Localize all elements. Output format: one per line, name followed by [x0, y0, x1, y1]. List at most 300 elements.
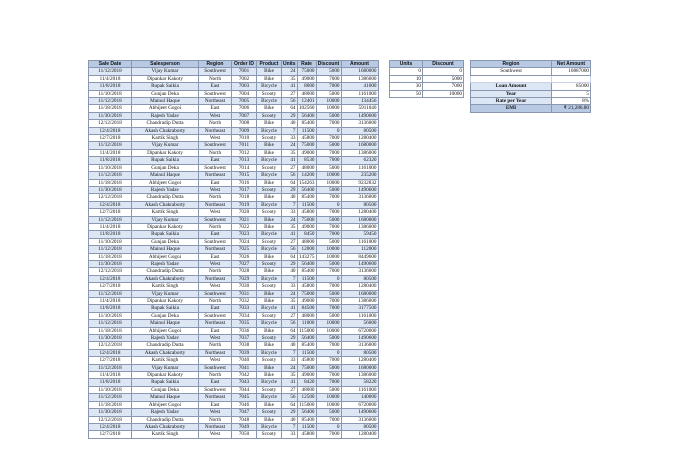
header-region-lookup[interactable]: Region: [471, 61, 552, 68]
salesperson-cell[interactable]: Gunjan Deka: [132, 90, 199, 97]
amount-cell[interactable]: 1680000: [341, 290, 378, 297]
header-sale-date[interactable]: Sale Date: [89, 61, 132, 68]
order-id-cell[interactable]: 7026: [232, 253, 257, 260]
sale-date-cell[interactable]: 11/18/2018: [89, 253, 132, 260]
header-units-lookup[interactable]: Units: [390, 61, 423, 68]
salesperson-cell[interactable]: Dipankar Kakoty: [132, 298, 199, 305]
order-id-cell[interactable]: 7019: [232, 201, 257, 208]
amount-cell[interactable]: 1280400: [341, 431, 378, 438]
salesperson-cell[interactable]: Dipankar Kakoty: [132, 149, 199, 156]
salesperson-cell[interactable]: Abhijeet Gogoi: [132, 401, 199, 408]
product-cell[interactable]: Scooty: [257, 164, 282, 171]
sale-date-cell[interactable]: 11/12/2018: [89, 394, 132, 401]
region-cell[interactable]: North: [199, 223, 232, 230]
region-cell[interactable]: West: [199, 335, 232, 342]
order-id-cell[interactable]: 7024: [232, 238, 257, 245]
order-id-cell[interactable]: 7027: [232, 260, 257, 267]
discount-cell[interactable]: 7000: [316, 83, 341, 90]
discount-cell[interactable]: 5000: [316, 364, 341, 371]
salesperson-cell[interactable]: Rajesh Yadav: [132, 335, 199, 342]
sale-date-cell[interactable]: 12/12/2018: [89, 194, 132, 201]
amount-cell[interactable]: 3136000: [341, 194, 378, 201]
units-cell[interactable]: 29: [282, 409, 298, 416]
order-id-cell[interactable]: 7006: [232, 105, 257, 112]
rate-cell[interactable]: 49000: [297, 75, 316, 82]
sale-date-cell[interactable]: 11/8/2018: [89, 83, 132, 90]
amount-cell[interactable]: 6720000: [341, 327, 378, 334]
units-cell[interactable]: 24: [282, 364, 298, 371]
rate-cell[interactable]: 75000: [297, 364, 316, 371]
units-cell[interactable]: 56: [282, 246, 298, 253]
order-id-cell[interactable]: 7013: [232, 157, 257, 164]
sale-date-cell[interactable]: 11/18/2018: [89, 327, 132, 334]
product-cell[interactable]: Scooty: [257, 90, 282, 97]
discount-cell[interactable]: 5000: [316, 216, 341, 223]
salesperson-cell[interactable]: Rupak Saikia: [132, 83, 199, 90]
amount-cell[interactable]: 1280400: [341, 209, 378, 216]
units-value-cell[interactable]: 10: [390, 75, 423, 82]
region-cell[interactable]: West: [199, 431, 232, 438]
rate-cell[interactable]: 85400: [297, 268, 316, 275]
order-id-cell[interactable]: 7008: [232, 120, 257, 127]
salesperson-cell[interactable]: Dipankar Kakoty: [132, 75, 199, 82]
units-cell[interactable]: 7: [282, 127, 298, 134]
product-cell[interactable]: Scooty: [257, 112, 282, 119]
amount-cell[interactable]: 1280400: [341, 135, 378, 142]
units-cell[interactable]: 56: [282, 320, 298, 327]
product-cell[interactable]: Scooty: [257, 238, 282, 245]
region-cell[interactable]: North: [199, 268, 232, 275]
sale-date-cell[interactable]: 11/12/2018: [89, 98, 132, 105]
amount-cell[interactable]: 1680000: [341, 68, 378, 75]
rate-cell[interactable]: 85400: [297, 342, 316, 349]
sale-date-cell[interactable]: 12/7/2018: [89, 209, 132, 216]
units-cell[interactable]: 64: [282, 253, 298, 260]
order-id-cell[interactable]: 7050: [232, 431, 257, 438]
discount-value-cell[interactable]: 7000: [423, 83, 464, 90]
region-cell[interactable]: North: [199, 194, 232, 201]
units-cell[interactable]: 41: [282, 231, 298, 238]
region-cell[interactable]: Southwest: [199, 290, 232, 297]
header-order-id[interactable]: Order ID: [232, 61, 257, 68]
sale-date-cell[interactable]: 11/12/2018: [89, 320, 132, 327]
region-cell[interactable]: Northeast: [199, 201, 232, 208]
amount-cell[interactable]: 1161000: [341, 164, 378, 171]
discount-value-cell[interactable]: 0: [423, 68, 464, 75]
units-cell[interactable]: 64: [282, 327, 298, 334]
region-cell[interactable]: Southwest: [199, 238, 232, 245]
header-region[interactable]: Region: [199, 61, 232, 68]
units-cell[interactable]: 40: [282, 416, 298, 423]
rate-cell[interactable]: 48000: [297, 238, 316, 245]
rate-cell[interactable]: 56400: [297, 112, 316, 119]
discount-cell[interactable]: 0: [316, 201, 341, 208]
sale-date-cell[interactable]: 11/18/2018: [89, 105, 132, 112]
order-id-cell[interactable]: 7007: [232, 112, 257, 119]
sale-date-cell[interactable]: 12/7/2018: [89, 357, 132, 364]
discount-cell[interactable]: 0: [316, 423, 341, 430]
header-units[interactable]: Units: [283, 61, 296, 67]
product-cell[interactable]: Bicycle: [257, 98, 282, 105]
order-id-cell[interactable]: 7042: [232, 372, 257, 379]
region-cell[interactable]: West: [199, 209, 232, 216]
discount-cell[interactable]: 7000: [316, 305, 341, 312]
discount-value-cell[interactable]: 10000: [423, 90, 464, 97]
salesperson-cell[interactable]: Kartik Singh: [132, 283, 199, 290]
region-cell[interactable]: Southwest: [199, 142, 232, 149]
region-cell[interactable]: Northeast: [199, 320, 232, 327]
product-cell[interactable]: Bike: [257, 268, 282, 275]
region-cell[interactable]: Southwest: [199, 68, 232, 75]
product-cell[interactable]: Bike: [257, 68, 282, 75]
discount-cell[interactable]: 5000: [316, 409, 341, 416]
product-cell[interactable]: Bicycle: [257, 127, 282, 134]
rate-cell[interactable]: 49000: [297, 223, 316, 230]
region-cell[interactable]: North: [199, 416, 232, 423]
amount-cell[interactable]: 62320: [341, 157, 378, 164]
region-cell[interactable]: Southwest: [199, 364, 232, 371]
order-id-cell[interactable]: 7048: [232, 416, 257, 423]
salesperson-cell[interactable]: Rajesh Yadav: [132, 409, 199, 416]
salesperson-cell[interactable]: Abhijeet Gogoi: [132, 253, 199, 260]
product-cell[interactable]: Bike: [257, 327, 282, 334]
units-cell[interactable]: 35: [282, 298, 298, 305]
discount-cell[interactable]: 7000: [316, 120, 341, 127]
rate-cell[interactable]: 11500: [297, 201, 316, 208]
region-cell[interactable]: East: [199, 327, 232, 334]
product-cell[interactable]: Bicycle: [257, 305, 282, 312]
rate-cell[interactable]: 8420: [297, 379, 316, 386]
units-cell[interactable]: 29: [282, 112, 298, 119]
rate-cell[interactable]: 11500: [297, 275, 316, 282]
region-cell[interactable]: East: [199, 105, 232, 112]
units-cell[interactable]: 56: [282, 394, 298, 401]
rate-cell[interactable]: 48000: [297, 164, 316, 171]
order-id-cell[interactable]: 7015: [232, 172, 257, 179]
rate-cell[interactable]: 75000: [297, 290, 316, 297]
region-cell[interactable]: Northeast: [199, 127, 232, 134]
units-cell[interactable]: 41: [282, 305, 298, 312]
discount-cell[interactable]: 7000: [316, 416, 341, 423]
net-amount-cell[interactable]: 10887000: [552, 68, 591, 75]
amount-cell[interactable]: 80500: [341, 201, 378, 208]
region-cell[interactable]: North: [199, 372, 232, 379]
product-cell[interactable]: Bicycle: [257, 320, 282, 327]
header-discount-lookup[interactable]: Discount: [423, 61, 464, 68]
order-id-cell[interactable]: 7021: [232, 216, 257, 223]
discount-cell[interactable]: 0: [316, 275, 341, 282]
salesperson-cell[interactable]: Vijay Kumar: [132, 68, 199, 75]
region-cell[interactable]: West: [199, 283, 232, 290]
product-cell[interactable]: Bicycle: [257, 379, 282, 386]
sale-date-cell[interactable]: 12/7/2018: [89, 135, 132, 142]
region-cell[interactable]: North: [199, 75, 232, 82]
discount-cell[interactable]: 10000: [316, 246, 341, 253]
amount-cell[interactable]: 140000: [341, 394, 378, 401]
rate-cell[interactable]: 12500: [297, 394, 316, 401]
amount-cell[interactable]: 80500: [341, 275, 378, 282]
amount-cell[interactable]: 1386000: [341, 298, 378, 305]
discount-cell[interactable]: 7000: [316, 149, 341, 156]
salesperson-cell[interactable]: Vijay Kumar: [132, 216, 199, 223]
units-cell[interactable]: 27: [282, 312, 298, 319]
sale-date-cell[interactable]: 11/30/2018: [89, 112, 132, 119]
discount-cell[interactable]: 5000: [316, 164, 341, 171]
discount-cell[interactable]: 10000: [316, 98, 341, 105]
units-cell[interactable]: 64: [282, 105, 298, 112]
salesperson-cell[interactable]: Rupak Saikia: [132, 379, 199, 386]
salesperson-cell[interactable]: Vijay Kumar: [132, 364, 199, 371]
header-salesperson[interactable]: Salesperson: [132, 61, 199, 68]
amount-cell[interactable]: 1680000: [341, 364, 378, 371]
discount-cell[interactable]: 5000: [316, 238, 341, 245]
units-cell[interactable]: 64: [282, 179, 298, 186]
region-cell[interactable]: East: [199, 157, 232, 164]
units-cell[interactable]: 41: [282, 157, 298, 164]
sale-date-cell[interactable]: 12/4/2018: [89, 349, 132, 356]
amount-cell[interactable]: 1161000: [341, 238, 378, 245]
order-id-cell[interactable]: 7047: [232, 409, 257, 416]
discount-cell[interactable]: 10000: [316, 320, 341, 327]
rate-cell[interactable]: 85400: [297, 416, 316, 423]
units-cell[interactable]: 27: [282, 386, 298, 393]
header-product[interactable]: Product: [257, 61, 282, 68]
amount-cell[interactable]: 41000: [341, 83, 378, 90]
salesperson-cell[interactable]: Chandradip Dutta: [132, 120, 199, 127]
amount-cell[interactable]: 5911040: [341, 105, 378, 112]
sale-date-cell[interactable]: 11/4/2018: [89, 149, 132, 156]
salesperson-cell[interactable]: Mainul Haque: [132, 98, 199, 105]
units-cell[interactable]: 24: [282, 290, 298, 297]
amount-cell[interactable]: 1161000: [341, 386, 378, 393]
sale-date-cell[interactable]: 11/30/2018: [89, 186, 132, 193]
salesperson-cell[interactable]: Akash Chakraborty: [132, 349, 199, 356]
rate-cell[interactable]: 75000: [297, 68, 316, 75]
amount-cell[interactable]: 1490600: [341, 260, 378, 267]
product-cell[interactable]: Scooty: [257, 431, 282, 438]
discount-cell[interactable]: 10000: [316, 253, 341, 260]
order-id-cell[interactable]: 7012: [232, 149, 257, 156]
sale-date-cell[interactable]: 11/10/2018: [89, 312, 132, 319]
units-value-cell[interactable]: 30: [390, 83, 423, 90]
header-amount[interactable]: Amount: [341, 61, 378, 68]
amount-cell[interactable]: 3177500: [341, 305, 378, 312]
salesperson-cell[interactable]: Kartik Singh: [132, 135, 199, 142]
loan-amount-cell[interactable]: 85000: [552, 83, 591, 90]
sale-date-cell[interactable]: 11/10/2018: [89, 386, 132, 393]
units-cell[interactable]: 33: [282, 135, 298, 142]
rate-cell[interactable]: 45800: [297, 283, 316, 290]
product-cell[interactable]: Bike: [257, 149, 282, 156]
discount-cell[interactable]: 5000: [316, 68, 341, 75]
salesperson-cell[interactable]: Rupak Saikia: [132, 231, 199, 238]
sale-date-cell[interactable]: 11/12/2018: [89, 216, 132, 223]
salesperson-cell[interactable]: Akash Chakraborty: [132, 127, 199, 134]
product-cell[interactable]: Bicycle: [257, 157, 282, 164]
sale-date-cell[interactable]: 12/12/2018: [89, 268, 132, 275]
product-cell[interactable]: Bike: [257, 216, 282, 223]
rate-cell[interactable]: 49000: [297, 149, 316, 156]
amount-cell[interactable]: 1280400: [341, 283, 378, 290]
amount-cell[interactable]: 9232832: [341, 179, 378, 186]
region-cell[interactable]: North: [199, 298, 232, 305]
product-cell[interactable]: Bicycle: [257, 83, 282, 90]
salesperson-cell[interactable]: Chandradip Dutta: [132, 342, 199, 349]
order-id-cell[interactable]: 7043: [232, 379, 257, 386]
product-cell[interactable]: Bike: [257, 179, 282, 186]
rate-cell[interactable]: 12401: [297, 98, 316, 105]
rate-cell[interactable]: 14200: [297, 172, 316, 179]
sale-date-cell[interactable]: 11/4/2018: [89, 372, 132, 379]
rate-cell[interactable]: 84500: [297, 305, 316, 312]
units-cell[interactable]: 29: [282, 260, 298, 267]
product-cell[interactable]: Bike: [257, 372, 282, 379]
emi-cell[interactable]: ₹ 21,286.80: [552, 105, 591, 112]
amount-cell[interactable]: 3136000: [341, 120, 378, 127]
salesperson-cell[interactable]: Rupak Saikia: [132, 305, 199, 312]
units-cell[interactable]: 56: [282, 172, 298, 179]
salesperson-cell[interactable]: Mainul Haque: [132, 394, 199, 401]
region-cell[interactable]: West: [199, 409, 232, 416]
rate-cell[interactable]: 11500: [297, 349, 316, 356]
units-cell[interactable]: 29: [282, 186, 298, 193]
sale-date-cell[interactable]: 11/4/2018: [89, 223, 132, 230]
product-cell[interactable]: Bike: [257, 223, 282, 230]
units-cell[interactable]: 40: [282, 342, 298, 349]
order-id-cell[interactable]: 7025: [232, 246, 257, 253]
amount-cell[interactable]: 1680000: [341, 142, 378, 149]
discount-cell[interactable]: 0: [316, 127, 341, 134]
amount-cell[interactable]: 1386000: [341, 75, 378, 82]
sale-date-cell[interactable]: 11/10/2018: [89, 164, 132, 171]
rate-cell[interactable]: 115000: [297, 401, 316, 408]
units-cell[interactable]: 7: [282, 201, 298, 208]
sale-date-cell[interactable]: 11/18/2018: [89, 179, 132, 186]
amount-cell[interactable]: 59450: [341, 231, 378, 238]
discount-value-cell[interactable]: 5000: [423, 75, 464, 82]
discount-cell[interactable]: 7000: [316, 342, 341, 349]
order-id-cell[interactable]: 7005: [232, 98, 257, 105]
amount-cell[interactable]: 1161000: [341, 90, 378, 97]
sale-date-cell[interactable]: 11/8/2018: [89, 157, 132, 164]
region-cell[interactable]: North: [199, 120, 232, 127]
rate-cell[interactable]: 48000: [297, 90, 316, 97]
units-cell[interactable]: 33: [282, 357, 298, 364]
region-cell[interactable]: Northeast: [199, 275, 232, 282]
product-cell[interactable]: Scooty: [257, 386, 282, 393]
units-cell[interactable]: 35: [282, 149, 298, 156]
sale-date-cell[interactable]: 12/4/2018: [89, 127, 132, 134]
region-cell[interactable]: Southwest: [199, 164, 232, 171]
sale-date-cell[interactable]: 11/10/2018: [89, 238, 132, 245]
order-id-cell[interactable]: 7039: [232, 349, 257, 356]
order-id-cell[interactable]: 7041: [232, 364, 257, 371]
loan-amount-label[interactable]: Loan Amount: [471, 83, 552, 90]
salesperson-cell[interactable]: Gunjan Deka: [132, 386, 199, 393]
sale-date-cell[interactable]: 11/12/2018: [89, 142, 132, 149]
rate-cell[interactable]: 56400: [297, 335, 316, 342]
units-cell[interactable]: 7: [282, 423, 298, 430]
sale-date-cell[interactable]: 11/30/2018: [89, 260, 132, 267]
order-id-cell[interactable]: 7001: [232, 68, 257, 75]
discount-cell[interactable]: 7000: [316, 357, 341, 364]
product-cell[interactable]: Bike: [257, 142, 282, 149]
units-cell[interactable]: 27: [282, 164, 298, 171]
salesperson-cell[interactable]: Kartik Singh: [132, 209, 199, 216]
product-cell[interactable]: Bike: [257, 364, 282, 371]
salesperson-cell[interactable]: Mainul Haque: [132, 246, 199, 253]
region-cell[interactable]: Northeast: [199, 98, 232, 105]
salesperson-cell[interactable]: Rajesh Yadav: [132, 260, 199, 267]
order-id-cell[interactable]: 7009: [232, 127, 257, 134]
rate-cell[interactable]: 56400: [297, 186, 316, 193]
order-id-cell[interactable]: 7018: [232, 194, 257, 201]
units-cell[interactable]: 24: [282, 68, 298, 75]
units-cell[interactable]: 33: [282, 283, 298, 290]
region-cell[interactable]: Northeast: [199, 349, 232, 356]
product-cell[interactable]: Bike: [257, 194, 282, 201]
region-input-cell[interactable]: Southwest: [471, 68, 552, 75]
units-value-cell[interactable]: 0: [390, 68, 423, 75]
sale-date-cell[interactable]: 11/30/2018: [89, 335, 132, 342]
order-id-cell[interactable]: 7017: [232, 186, 257, 193]
blank-cell[interactable]: [552, 75, 591, 82]
sale-date-cell[interactable]: 12/4/2018: [89, 423, 132, 430]
order-id-cell[interactable]: 7010: [232, 135, 257, 142]
order-id-cell[interactable]: 7004: [232, 90, 257, 97]
product-cell[interactable]: Bicycle: [257, 172, 282, 179]
units-cell[interactable]: 41: [282, 379, 298, 386]
sale-date-cell[interactable]: 12/7/2018: [89, 283, 132, 290]
product-cell[interactable]: Bicycle: [257, 423, 282, 430]
product-cell[interactable]: Bicycle: [257, 349, 282, 356]
rate-cell[interactable]: 49000: [297, 372, 316, 379]
salesperson-cell[interactable]: Chandradip Dutta: [132, 268, 199, 275]
rate-cell[interactable]: 11500: [297, 423, 316, 430]
units-cell[interactable]: 35: [282, 75, 298, 82]
discount-cell[interactable]: 7000: [316, 283, 341, 290]
discount-cell[interactable]: 7000: [316, 135, 341, 142]
blank-cell[interactable]: [471, 75, 552, 82]
region-cell[interactable]: East: [199, 253, 232, 260]
discount-cell[interactable]: 7000: [316, 194, 341, 201]
region-cell[interactable]: North: [199, 149, 232, 156]
units-cell[interactable]: 33: [282, 431, 298, 438]
units-cell[interactable]: 27: [282, 238, 298, 245]
header-net-amount[interactable]: Net Amount: [552, 61, 591, 68]
units-value-cell[interactable]: 50: [390, 90, 423, 97]
order-id-cell[interactable]: 7034: [232, 312, 257, 319]
sale-date-cell[interactable]: 11/12/2018: [89, 364, 132, 371]
product-cell[interactable]: Scooty: [257, 186, 282, 193]
product-cell[interactable]: Bicycle: [257, 231, 282, 238]
amount-cell[interactable]: 80500: [341, 423, 378, 430]
region-cell[interactable]: East: [199, 83, 232, 90]
order-id-cell[interactable]: 7038: [232, 342, 257, 349]
sale-date-cell[interactable]: 11/8/2018: [89, 305, 132, 312]
order-id-cell[interactable]: 7016: [232, 179, 257, 186]
product-cell[interactable]: Scooty: [257, 409, 282, 416]
order-id-cell[interactable]: 7037: [232, 335, 257, 342]
rate-cell[interactable]: 11500: [297, 127, 316, 134]
rate-cell[interactable]: 45800: [297, 209, 316, 216]
amount-cell[interactable]: 3136000: [341, 342, 378, 349]
order-id-cell[interactable]: 7022: [232, 223, 257, 230]
amount-cell[interactable]: 1490600: [341, 409, 378, 416]
order-id-cell[interactable]: 7020: [232, 209, 257, 216]
region-cell[interactable]: West: [199, 357, 232, 364]
discount-cell[interactable]: 7000: [316, 268, 341, 275]
